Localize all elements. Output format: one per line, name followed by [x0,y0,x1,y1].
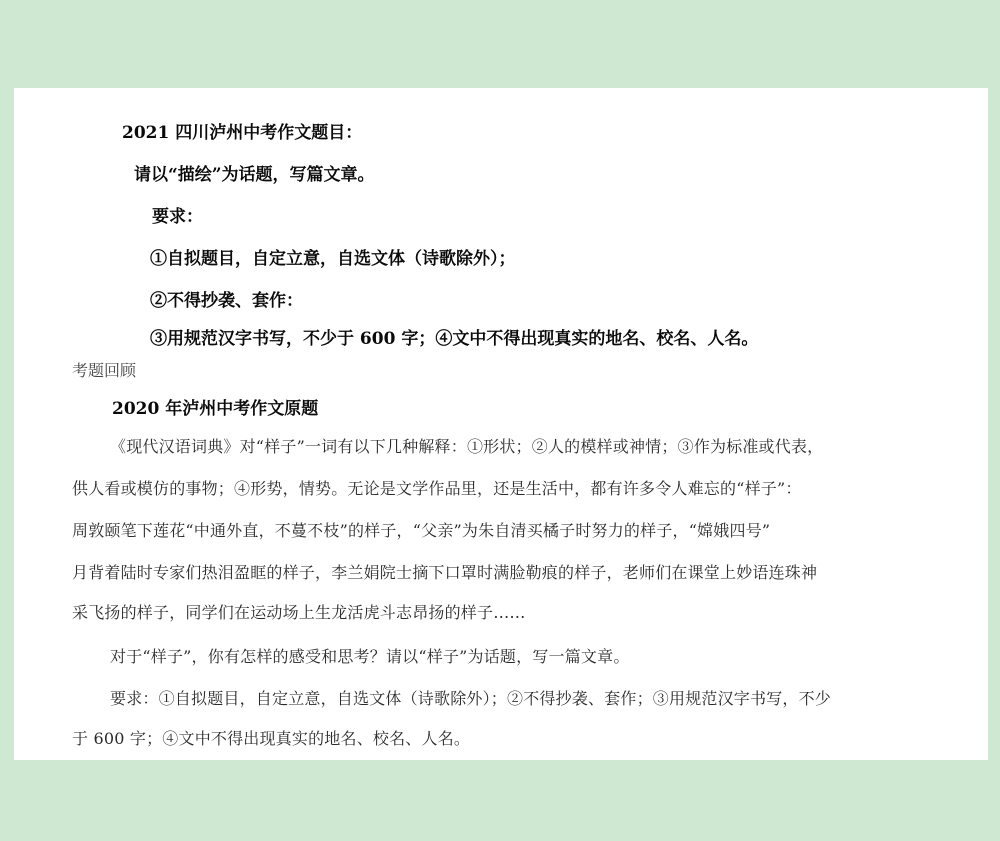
review-paragraph-line-1: 《现代汉语词典》对“样子”一词有以下几种解释：①形状；②人的模样或神情；③作为标准或代表， [110,437,824,456]
review-paragraph-line-5: 采飞扬的样子，同学们在运动场上生龙活虎斗志昂扬的样子…… [72,603,526,622]
prompt-2021-requirement-3: ③用规范汉字书写，不少于 600 字；④文中不得出现真实的地名、校名、人名。 [150,329,759,349]
prompt-2021-title: 2021 四川泸州中考作文题目： [122,123,363,143]
document-page [14,88,988,760]
review-requirements-line-2: 于 600 字；④文中不得出现真实的地名、校名、人名。 [72,729,471,748]
review-title: 2020 年泸州中考作文原题 [112,399,319,419]
review-requirements-line-1: 要求：①自拟题目，自定立意，自选文体（诗歌除外）；②不得抄袭、套作；③用规范汉字书写，不少 [110,689,832,708]
review-question: 对于“样子”，你有怎样的感受和思考？请以“样子”为话题，写一篇文章。 [110,647,630,666]
prompt-2021-requirements-label: 要求： [152,207,203,227]
review-paragraph-line-3: 周敦颐笔下莲花“中通外直，不蔓不枝”的样子，“父亲”为朱自清买橘子时努力的样子，“嫦娥四号” [72,521,771,540]
prompt-2021-requirement-2: ②不得抄袭、套作： [150,291,303,311]
review-paragraph-line-2: 供人看或模仿的事物；④形势，情势。无论是文学作品里，还是生活中，都有许多令人难忘的“样子”： [72,479,802,498]
review-paragraph-line-4: 月背着陆时专家们热泪盈眶的样子，李兰娟院士摘下口罩时满脸勒痕的样子，老师们在课堂上妙语连珠神 [72,563,818,582]
prompt-2021-instruction: 请以“描绘”为话题，写篇文章。 [134,165,375,185]
prompt-2021-requirement-1: ①自拟题目，自定立意，自选文体（诗歌除外）； [150,249,516,269]
review-section-label: 考题回顾 [72,361,137,380]
